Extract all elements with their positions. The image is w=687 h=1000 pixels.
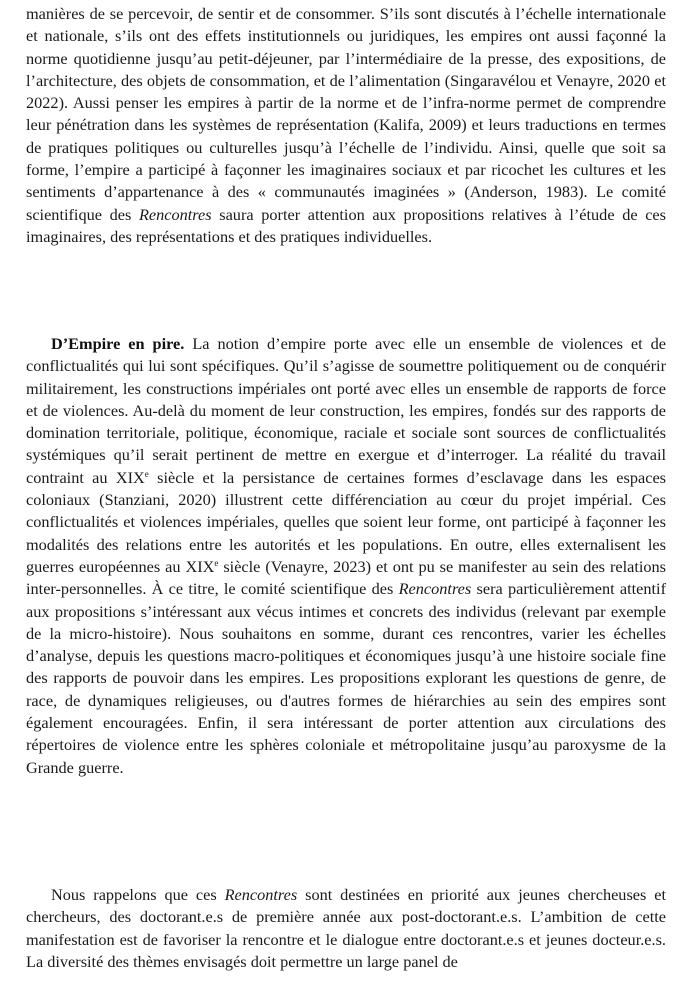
paragraph-rappel [26, 884, 666, 973]
paragraph-imaginaires [26, 3, 666, 248]
superscript-e: e [144, 468, 149, 479]
italic-rencontres: Rencontres [224, 885, 298, 904]
paragraph-empire-en-pire [26, 333, 666, 779]
paragraph-text: Nous rappelons que ces [51, 885, 225, 904]
italic-rencontres: Rencontres [398, 579, 472, 599]
paragraph-text: sont destinées en priorité aux jeunes chercheuses et chercheurs, des doctorant.e.s de première année aux post-doctorant.e.s. L’ambition de cette manifestation est de favoriser la rencontre et le dialogue entre doctorant.e.s et jeunes docteur.e.s. La diversité des thèmes envisagés doit permettre un large panel de [26, 885, 666, 971]
superscript-e: e [214, 557, 219, 568]
section-heading: D’Empire en pire. [51, 334, 185, 353]
paragraph-text: sera particulièrement attentif aux propositions s’intéressant aux vécus intimes et concrets des individus (relevant par exemple de la micro-histoire). Nous souhaitons en somme, durant ces rencontres, varier les échelles d’analyse, depuis les questions macro-politiques et économiques jusqu’à une histoire sociale fine des rapports de pouvoir dans les empires. Les propositions explorant les questions de genre, de race, de dynamiques religieuses, ou d'autres formes de hiérarchies au sein des empires sont également encouragées. Enfin, il sera intéressant de porter attention aux circulations des répertoires de violence entre les sphères coloniale et métropolitaine jusqu’au paroxysme de la Grande guerre. [26, 579, 667, 777]
paragraph-text: manières de se percevoir, de sentir et de consommer. S’ils sont discutés à l’échelle internationale et nationale, s’ils ont des effets institutionnels ou juridiques, les empires ont aussi façonné la norme quotidienne jusqu’au petit-déjeuner, par l’intermédiaire de la presse, des expositions, de l’architecture, des objets de consommation, et de l’alimentation (Singaravélou et Venayre, 2020 et 2022). Aussi penser les empires à partir de la norme et de l’infra-norme permet de comprendre leur pénétration dans les systèmes de représentation (Kalifa, 2009) et leurs traductions en termes de pratiques politiques ou culturelles jusqu’à l’échelle de l’individu. Ainsi, quelle que soit sa forme, l’empire a participé à façonner les imaginaires sociaux et par ricochet les cultures et les sentiments d’appartenance à des « communautés imaginées » (Anderson, 1983). Le comité scientifique des [26, 4, 666, 224]
paragraph-text: La notion d’empire porte avec elle un ensemble de violences et de conflictualités qui lui sont spécifiques. Qu’il s’agisse de soumettre politiquement ou de conquérir militairement, les constructions impériales ont porté avec elles un ensemble de rapports de force et de violences. Au-delà du moment de leur construction, les empires, fondés sur des rapports de domination territoriale, politique, économique, raciale et sociale sont sources de conflictualités systémiques qu’il serait pertinent de mettre en exergue et d’interroger. La réalité du travail contraint au XIX [26, 334, 666, 487]
paragraph-text: siècle et la persistance de certaines formes d’esclavage dans les espaces coloniaux (Stanziani, 2020) illustrent cette différenciation au cœur du projet impérial. Ces conflictualités et violences impériales, quelles que soient leur forme, ont participé à façonner les modalités des relations entre les autorités et les populations. En outre, elles externalisent les guerres européennes au XIX [26, 467, 667, 576]
paragraph-text: siècle (Venayre, 2023) et ont pu se manifester au sein des relations inter-personnelles. À ce titre, le comité scientifique des [26, 556, 667, 599]
italic-rencontres: Rencontres [138, 204, 212, 224]
paragraph-text: saura porter attention aux propositions relatives à l’étude de ces imaginaires, des représentations et des pratiques individuelles. [26, 204, 666, 246]
